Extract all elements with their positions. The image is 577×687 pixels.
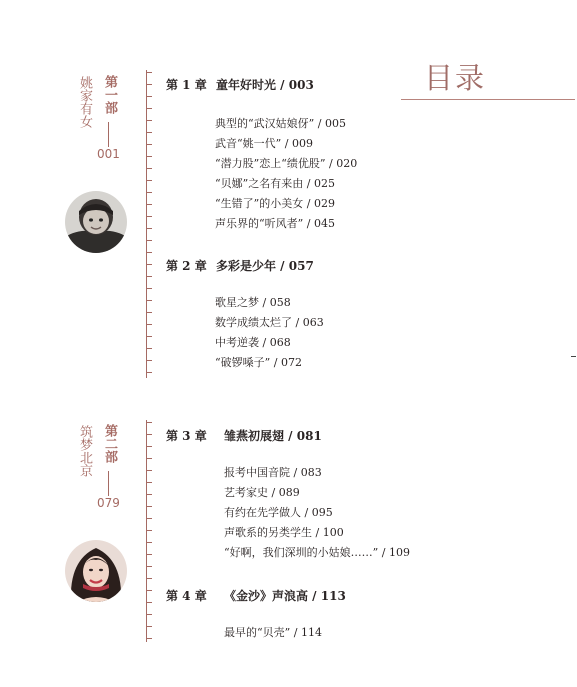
toc-entry: 最早的“贝壳” / 114	[224, 626, 322, 639]
toc-entry: 声乐界的“听风者” / 045	[215, 217, 335, 230]
chapter-title: 多彩是少年 / 057	[216, 259, 314, 273]
chapter-number: 第 1 章	[166, 78, 207, 92]
part-2-name: 筑梦北京	[77, 425, 92, 477]
chapter-title: 《金沙》声浪高 / 113	[224, 589, 346, 603]
chapter-1-entries	[215, 114, 357, 234]
title-underline	[401, 99, 575, 100]
toc-entry: 有约在先学做人 / 095	[224, 506, 333, 519]
toc-entry: “破锣嗓子” / 072	[215, 356, 302, 369]
chapter-4-entries	[224, 623, 322, 643]
chapter-title: 童年好时光 / 003	[216, 78, 314, 92]
chapter-3-entries	[224, 463, 410, 563]
chapter-1-heading	[166, 76, 314, 93]
woman-portrait-photo	[65, 540, 127, 602]
toc-entry: “贝娜”之名有来由 / 025	[215, 177, 335, 190]
part-2-page: 079	[97, 496, 120, 510]
part-2-label: 第二部	[102, 424, 117, 463]
toc-entry: 武音“姚一代” / 009	[215, 137, 313, 150]
timeline-ticks-part-2	[146, 422, 152, 642]
toc-entry: 中考逆袭 / 068	[215, 336, 291, 349]
chapter-2-heading	[166, 257, 314, 274]
toc-title: 目录	[424, 61, 487, 95]
chapter-number: 第 3 章	[166, 429, 207, 443]
toc-entry: “生错了”的小美女 / 029	[215, 197, 335, 210]
part-1-page: 001	[97, 147, 120, 161]
part-1-divider	[108, 122, 109, 147]
toc-entry: 艺考家史 / 089	[224, 486, 300, 499]
part-1-name: 姚家有女	[77, 76, 92, 128]
page-edge-mark	[571, 356, 576, 357]
toc-entry: “好啊，我们深圳的小姑娘……” / 109	[224, 546, 410, 559]
child-portrait-photo	[65, 191, 127, 253]
chapter-number: 第 2 章	[166, 259, 207, 273]
chapter-number: 第 4 章	[166, 589, 207, 603]
part-2-divider	[108, 471, 109, 496]
toc-entry: 声歌系的另类学生 / 100	[224, 526, 344, 539]
timeline-ticks-part-1	[146, 72, 152, 377]
chapter-2-entries	[215, 293, 324, 373]
toc-entry: 典型的“武汉姑娘伢” / 005	[215, 117, 346, 130]
chapter-4-heading	[166, 587, 346, 604]
chapter-title: 雏燕初展翅 / 081	[224, 429, 322, 443]
toc-entry: “潜力股”恋上“绩优股” / 020	[215, 157, 358, 170]
toc-entry: 数学成绩太烂了 / 063	[215, 316, 324, 329]
toc-entry: 歌星之梦 / 058	[215, 296, 291, 309]
toc-entry: 报考中国音院 / 083	[224, 466, 322, 479]
chapter-3-heading	[166, 427, 322, 444]
part-1-label: 第一部	[102, 75, 117, 114]
